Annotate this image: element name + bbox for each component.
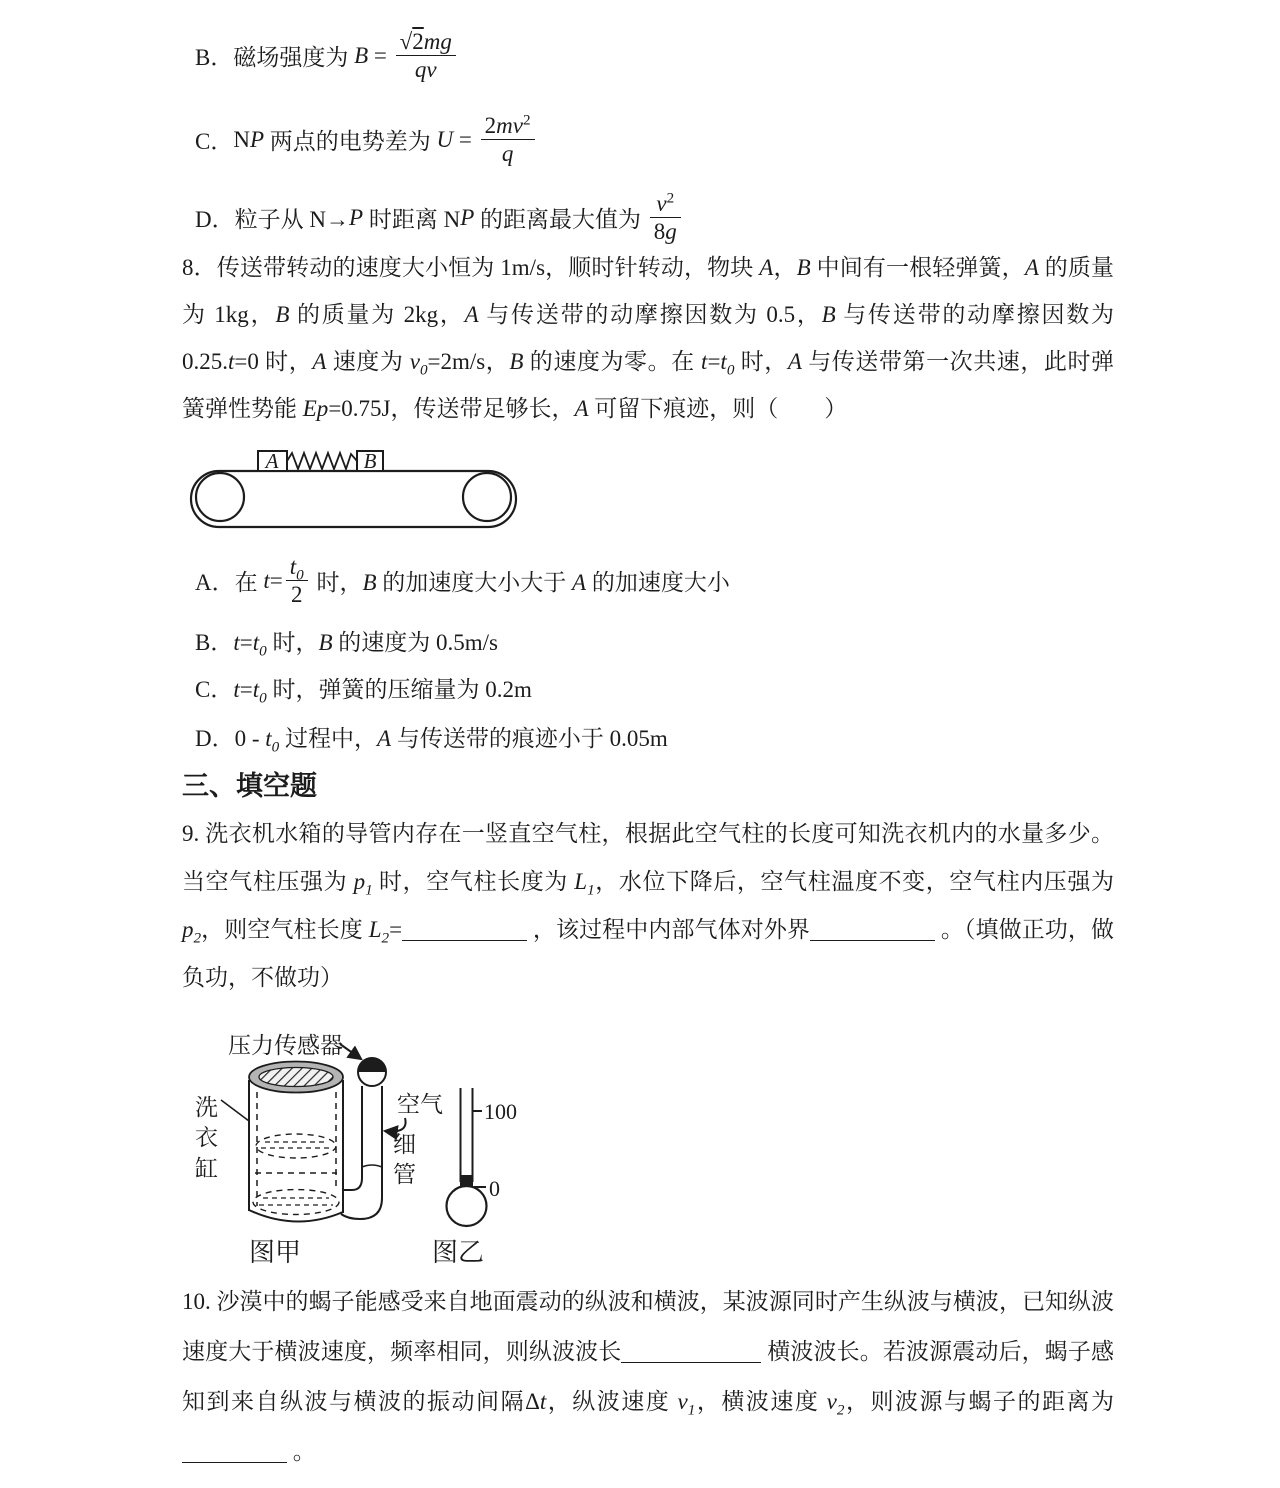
text-seg: t: [720, 349, 727, 374]
fraction-numerator: [286, 553, 308, 584]
option-b-magnetic-field: [195, 28, 459, 83]
text-seg: v: [826, 1389, 837, 1414]
text-seg: 1: [687, 1401, 696, 1419]
belt-outline: [191, 471, 516, 527]
subscript: 0: [296, 566, 304, 584]
text-seg: =: [239, 677, 253, 702]
text-run: 两点的电势差为: [264, 129, 437, 154]
text-seg: p: [182, 917, 194, 942]
text-seg: 的加速度大小: [586, 570, 730, 595]
thermometer-neck-black: [460, 1175, 473, 1186]
variable-P: P: [249, 126, 265, 152]
tube-water-level: [362, 1165, 382, 1167]
text-seg: t: [228, 349, 235, 374]
block-a-label: A: [265, 449, 279, 473]
text-seg: =0 时，: [234, 349, 313, 374]
coefficient: 2: [484, 113, 497, 138]
text-seg: t: [233, 630, 240, 655]
text-seg: 时，: [734, 349, 788, 374]
drum-bottom: [249, 1210, 343, 1222]
text-seg: B: [821, 302, 836, 327]
exponent: 2: [666, 189, 675, 207]
radicand: 2: [412, 29, 424, 54]
air-label: 空气: [397, 1092, 443, 1117]
text-seg: 过程中，: [279, 726, 378, 751]
water-level-upper-dashed: [256, 1134, 336, 1158]
text-seg: ，: [773, 255, 797, 280]
text-seg: 与传送带的动摩擦因数为 0.25.: [182, 302, 1115, 374]
exponent: 2: [522, 111, 531, 129]
option-label: D．: [195, 207, 235, 232]
sqrt-sign: √: [399, 29, 413, 54]
text-seg: =: [389, 917, 403, 942]
spring: [287, 453, 357, 469]
text-seg: ，横波速度: [695, 1389, 827, 1414]
option-label: C．: [195, 129, 234, 154]
text-seg: v: [677, 1389, 688, 1414]
option-a-rest: [311, 564, 730, 597]
text-seg: 可留下痕迹，则（ ）: [588, 396, 848, 421]
blank-line: [621, 1342, 761, 1363]
text-seg: t: [252, 630, 260, 655]
text-seg: 时，弹簧的压缩量为 0.2m: [266, 677, 532, 702]
numerator-vars: mv: [496, 113, 523, 138]
fraction-t0-over-2: [286, 553, 308, 608]
text-seg: A: [759, 255, 774, 280]
fraction-numerator: [652, 190, 678, 217]
figure-caption-right: 图乙: [432, 1238, 485, 1267]
question-9-text: [182, 810, 1114, 1002]
text-seg: 的速度为 0.5m/s: [332, 630, 498, 655]
text-seg: 2: [193, 929, 202, 947]
text-run: 时距离 N: [363, 207, 461, 232]
text-seg: 与传送带的动摩擦因数为 0.5，: [478, 302, 822, 327]
thermometer-bulb: [447, 1186, 487, 1226]
text-seg: 1: [365, 881, 373, 899]
text-seg: 与传送带的痕迹小于 0.05m: [391, 726, 668, 751]
text-seg: v: [409, 349, 420, 374]
fraction-denominator: q: [501, 141, 514, 166]
text-seg: =: [707, 349, 721, 374]
text-run: 磁场强度为: [233, 45, 355, 70]
text-seg: B: [509, 349, 524, 374]
text-seg: 时，: [310, 570, 363, 595]
text-seg: 1: [587, 881, 595, 899]
sensor-pointer-arrow: [340, 1044, 361, 1059]
q8-option-a: [195, 553, 730, 608]
text-seg: 0: [259, 642, 267, 660]
text-seg: ，则空气柱长度: [201, 917, 369, 942]
text-seg: A: [377, 726, 392, 751]
text-seg: 的加速度大小大于: [376, 570, 573, 595]
water-level-lower-dashed: [253, 1190, 339, 1215]
text-seg: 时，: [266, 630, 319, 655]
right-pulley: [463, 473, 511, 521]
equals-sign: =: [368, 42, 393, 68]
text-seg: Ep: [302, 396, 329, 421]
text-seg: ，则波源与蝎子的距离为: [844, 1389, 1115, 1414]
fraction-numerator: [481, 112, 535, 139]
text-seg: B: [362, 570, 377, 595]
option-d-max-distance: [195, 190, 684, 245]
conveyor-belt-figure: [188, 440, 523, 535]
text-seg: B: [275, 302, 290, 327]
blank-line: [810, 920, 935, 941]
text-seg: =2m/s，: [427, 349, 510, 374]
fraction-2mv2-over-q: [481, 112, 535, 167]
fraction-denominator: [650, 218, 681, 245]
text-seg: t: [252, 677, 260, 702]
text-run: 的距离最大值为: [474, 207, 647, 232]
text-seg: 0: [726, 361, 735, 379]
numerator-var: v: [656, 191, 667, 216]
drum-label-char1: 洗: [195, 1095, 218, 1120]
text-seg: 10. 沙漠中的蝎子能感受来自地面震动的纵波和横波，某波源同时产生纵波与横波，已知纵波速度大于横波速度，频率相同，则纵波波长: [182, 1289, 1114, 1364]
numerator-var: t: [289, 554, 297, 579]
drum-pointer-line: [221, 1100, 249, 1121]
q8-option-b: [195, 624, 498, 660]
text-seg: 8．传送带转动的速度大小恒为 1m/s，顺时针转动，物块: [182, 255, 760, 280]
washing-machine-figure: [183, 1028, 533, 1273]
fraction-numerator: [396, 28, 456, 55]
text-seg: t: [233, 677, 240, 702]
option-c-potential-difference: [195, 112, 538, 167]
scale-label-100: 100: [484, 1099, 517, 1124]
question-8-stem: [182, 244, 1114, 432]
text-seg: ，该过程中内部气体对外界: [527, 917, 811, 942]
text-seg: 。: [287, 1439, 316, 1464]
text-seg: ，水位下降后，空气柱温度不变，空气柱内压强为: [594, 869, 1115, 894]
question-10-text: [182, 1277, 1114, 1477]
block-b-label: B: [363, 449, 377, 473]
variable-B: B: [354, 42, 369, 68]
variable-P: P: [460, 204, 475, 230]
text-seg: 中间有一根轻弹簧，: [810, 255, 1025, 280]
tube-label-char1: 细: [393, 1132, 416, 1157]
text-seg: 2: [381, 929, 390, 947]
text-seg: 0: [419, 361, 428, 379]
text-seg: L: [574, 869, 588, 894]
variable-t: t: [263, 567, 270, 593]
text-seg: =: [239, 630, 253, 655]
fraction-v2-over-8g: [650, 190, 681, 245]
text-seg: B: [796, 255, 811, 280]
text-seg: 时，空气柱长度为: [372, 869, 575, 894]
text-seg: 。（填做正功，做负功，不做功）: [182, 917, 1115, 990]
text-run: 在: [234, 570, 264, 595]
text-seg: 0: [271, 738, 280, 756]
text-seg: 的质量为 2kg，: [289, 302, 465, 327]
left-pulley: [196, 473, 244, 521]
text-seg: t: [539, 1389, 547, 1414]
text-seg: 0: [259, 689, 267, 707]
pressure-sensor-label: 压力传感器: [228, 1033, 343, 1058]
text-seg: ，纵波速度: [546, 1389, 678, 1414]
text-seg: 9. 洗衣机水箱的导管内存在一竖直空气柱，根据此空气柱的长度可知洗衣机内的水量多少。当空气柱压强为: [182, 821, 1114, 894]
drum-label-char3: 缸: [195, 1156, 218, 1181]
denominator-var: g: [665, 219, 677, 244]
option-label: B．: [195, 45, 234, 70]
tube-label-char2: 管: [393, 1162, 416, 1187]
text-seg: 的速度为零。在: [523, 349, 702, 374]
text-seg: D．0 -: [195, 726, 266, 751]
text-run: N: [233, 126, 250, 152]
text-seg: A: [312, 349, 327, 374]
text-seg: A: [1024, 255, 1039, 280]
text-seg: C．: [195, 677, 234, 702]
text-seg: A: [574, 396, 589, 421]
equals-sign: =: [453, 126, 478, 152]
text-seg: 横波波长。若波源震动后，蝎子感知到来自纵波与横波的振动间隔Δ: [182, 1339, 1114, 1414]
fraction-denominator: qv: [414, 57, 437, 82]
text-seg: A: [464, 302, 479, 327]
text-seg: B．: [195, 630, 234, 655]
air-pointer-arrow: [385, 1118, 406, 1131]
q8-option-d: [195, 720, 668, 756]
variable-P: P: [349, 204, 364, 230]
equals-sign: =: [269, 567, 283, 593]
text-seg: B: [318, 630, 333, 655]
pressure-sensor-ball-top: [358, 1058, 386, 1072]
numerator-vars: mg: [423, 29, 452, 54]
thin-tube-inner-wall: [343, 1086, 362, 1190]
coefficient: 8: [653, 219, 666, 244]
text-seg: 的质量为 1kg，: [182, 255, 1115, 327]
text-run: 粒子从 N→: [234, 207, 349, 232]
text-seg: t: [265, 726, 272, 751]
text-seg: L: [368, 917, 382, 942]
blank-line: [182, 1442, 287, 1463]
fraction-denominator: 2: [290, 582, 303, 607]
option-label: A．: [195, 570, 235, 595]
blank-line: [402, 920, 527, 941]
text-seg: A: [787, 349, 802, 374]
variable-U: U: [436, 126, 454, 152]
text-seg: 与传送带第一次共速，此时弹簧弹性势能: [182, 349, 1115, 421]
section-title-fill-in-blanks: 三、填空题: [182, 771, 317, 801]
text-seg: A: [572, 570, 587, 595]
text-seg: p: [353, 869, 366, 894]
figure-caption-left: 图甲: [249, 1238, 302, 1267]
drum-label-char2: 衣: [195, 1125, 218, 1150]
text-seg: t: [701, 349, 708, 374]
text-seg: 2: [836, 1401, 845, 1419]
q8-option-c: [195, 671, 532, 707]
scale-label-0: 0: [489, 1176, 500, 1201]
text-seg: =0.75J，传送带足够长，: [328, 396, 575, 421]
text-seg: 速度为: [326, 349, 410, 374]
fraction-sqrt2mg-over-qv: [396, 28, 456, 83]
drum-rim-hatched: [259, 1068, 333, 1087]
